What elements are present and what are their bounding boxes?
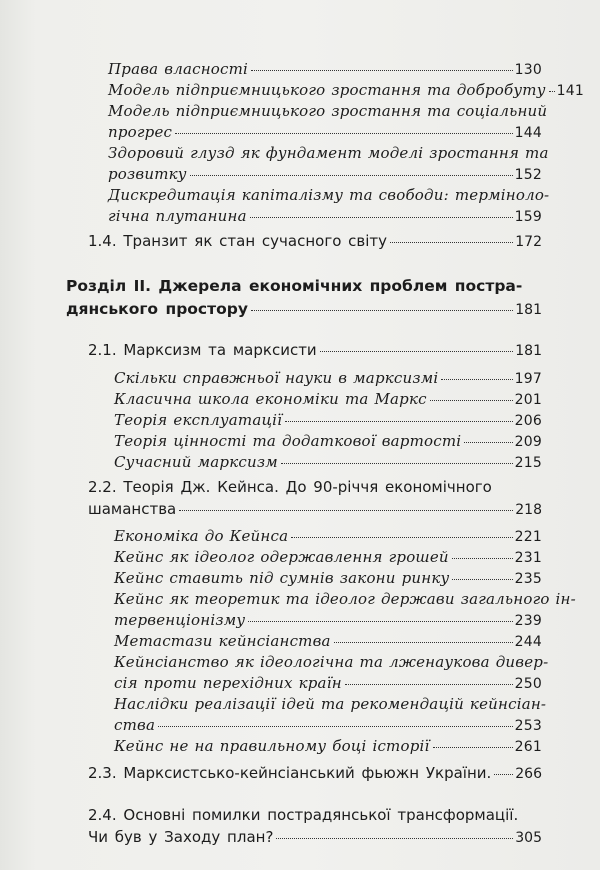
toc-item-keynes-interventionism-line1: Кейнс як теоретик та ідеолог держави загального ін- (114, 590, 576, 608)
toc-section-2-4: Чи був у Заходу план? 305 (88, 828, 542, 846)
toc-item-keynes-market-laws: Кейнс ставить під сумнів закони ринку 235 (114, 569, 542, 587)
toc-item-growth-social: прогрес 144 (108, 123, 542, 141)
toc-item-property-rights: Права власності 130 (108, 60, 542, 78)
toc-item-growth-social-line1: Модель підприємницького зростання та соціальний (108, 102, 548, 120)
toc-item-keynes-interventionism: тервенціонізму 239 (114, 611, 542, 629)
toc-section-2-2-line1: 2.2. Теорія Дж. Кейнса. До 90-річчя економічного (88, 478, 492, 496)
toc-part-2: дянського простору 181 (66, 300, 542, 318)
toc-item-keynesian-consequences-line1: Наслідки реалізації ідей та рекомендацій кейнсіан- (114, 695, 547, 713)
toc-item-common-sense-line1: Здоровий глузд як фундамент моделі зростання та (108, 144, 549, 162)
toc-item-keynesian-consequences: ства 253 (114, 716, 542, 734)
toc-section-2-3: 2.3. Марксистсько-кейнсіанський фьюжн України. 266 (88, 764, 542, 782)
toc-section-2-1: 2.1. Марксизм та марксисти 181 (88, 341, 542, 359)
toc-item-modern-marxism: Сучасний марксизм 215 (114, 453, 542, 471)
toc-item-discredit-line1: Дискредитація капіталізму та свободи: терміноло- (108, 186, 550, 204)
toc-part-2-line1: Розділ ІІ. Джерела економічних проблем пострa- (66, 277, 523, 295)
toc-item-keynesian-diversion-line1: Кейнсіанство як ідеологічна та лженаукова дивер- (114, 653, 549, 671)
toc-section-1-4: 1.4. Транзит як стан сучасного світу 172 (88, 232, 542, 250)
toc-item-common-sense: розвитку 152 (108, 165, 542, 183)
toc-item-value-theory: Теорія цінності та додаткової вартості 209 (114, 432, 542, 450)
toc-item-classical-school: Класична школа економіки та Маркс 201 (114, 390, 542, 408)
toc-item-keynes-money: Кейнс як ідеолог одержавлення грошей 231 (114, 548, 542, 566)
toc-item-keynesian-diversion: сія проти перехідних країн 250 (114, 674, 542, 692)
toc-item-exploitation: Теорія експлуатації 206 (114, 411, 542, 429)
toc-section-2-4-line1: 2.4. Основні помилки пострадянської трансформації. (88, 806, 519, 824)
toc-item-marx-science: Скільки справжньої науки в марксизмі 197 (114, 369, 542, 387)
toc-item-keynes-history: Кейнс не на правильному боці історії 261 (114, 737, 542, 755)
toc-item-keynesian-metastases: Метастази кейнсіанства 244 (114, 632, 542, 650)
toc-item-economy-before-keynes: Економіка до Кейнса 221 (114, 527, 542, 545)
toc-item-discredit: гічна плутанина 159 (108, 207, 542, 225)
toc-item-growth-welfare: Модель підприємницького зростання та добробуту 141 (108, 81, 584, 99)
toc-section-2-2: шаманства 218 (88, 500, 542, 518)
